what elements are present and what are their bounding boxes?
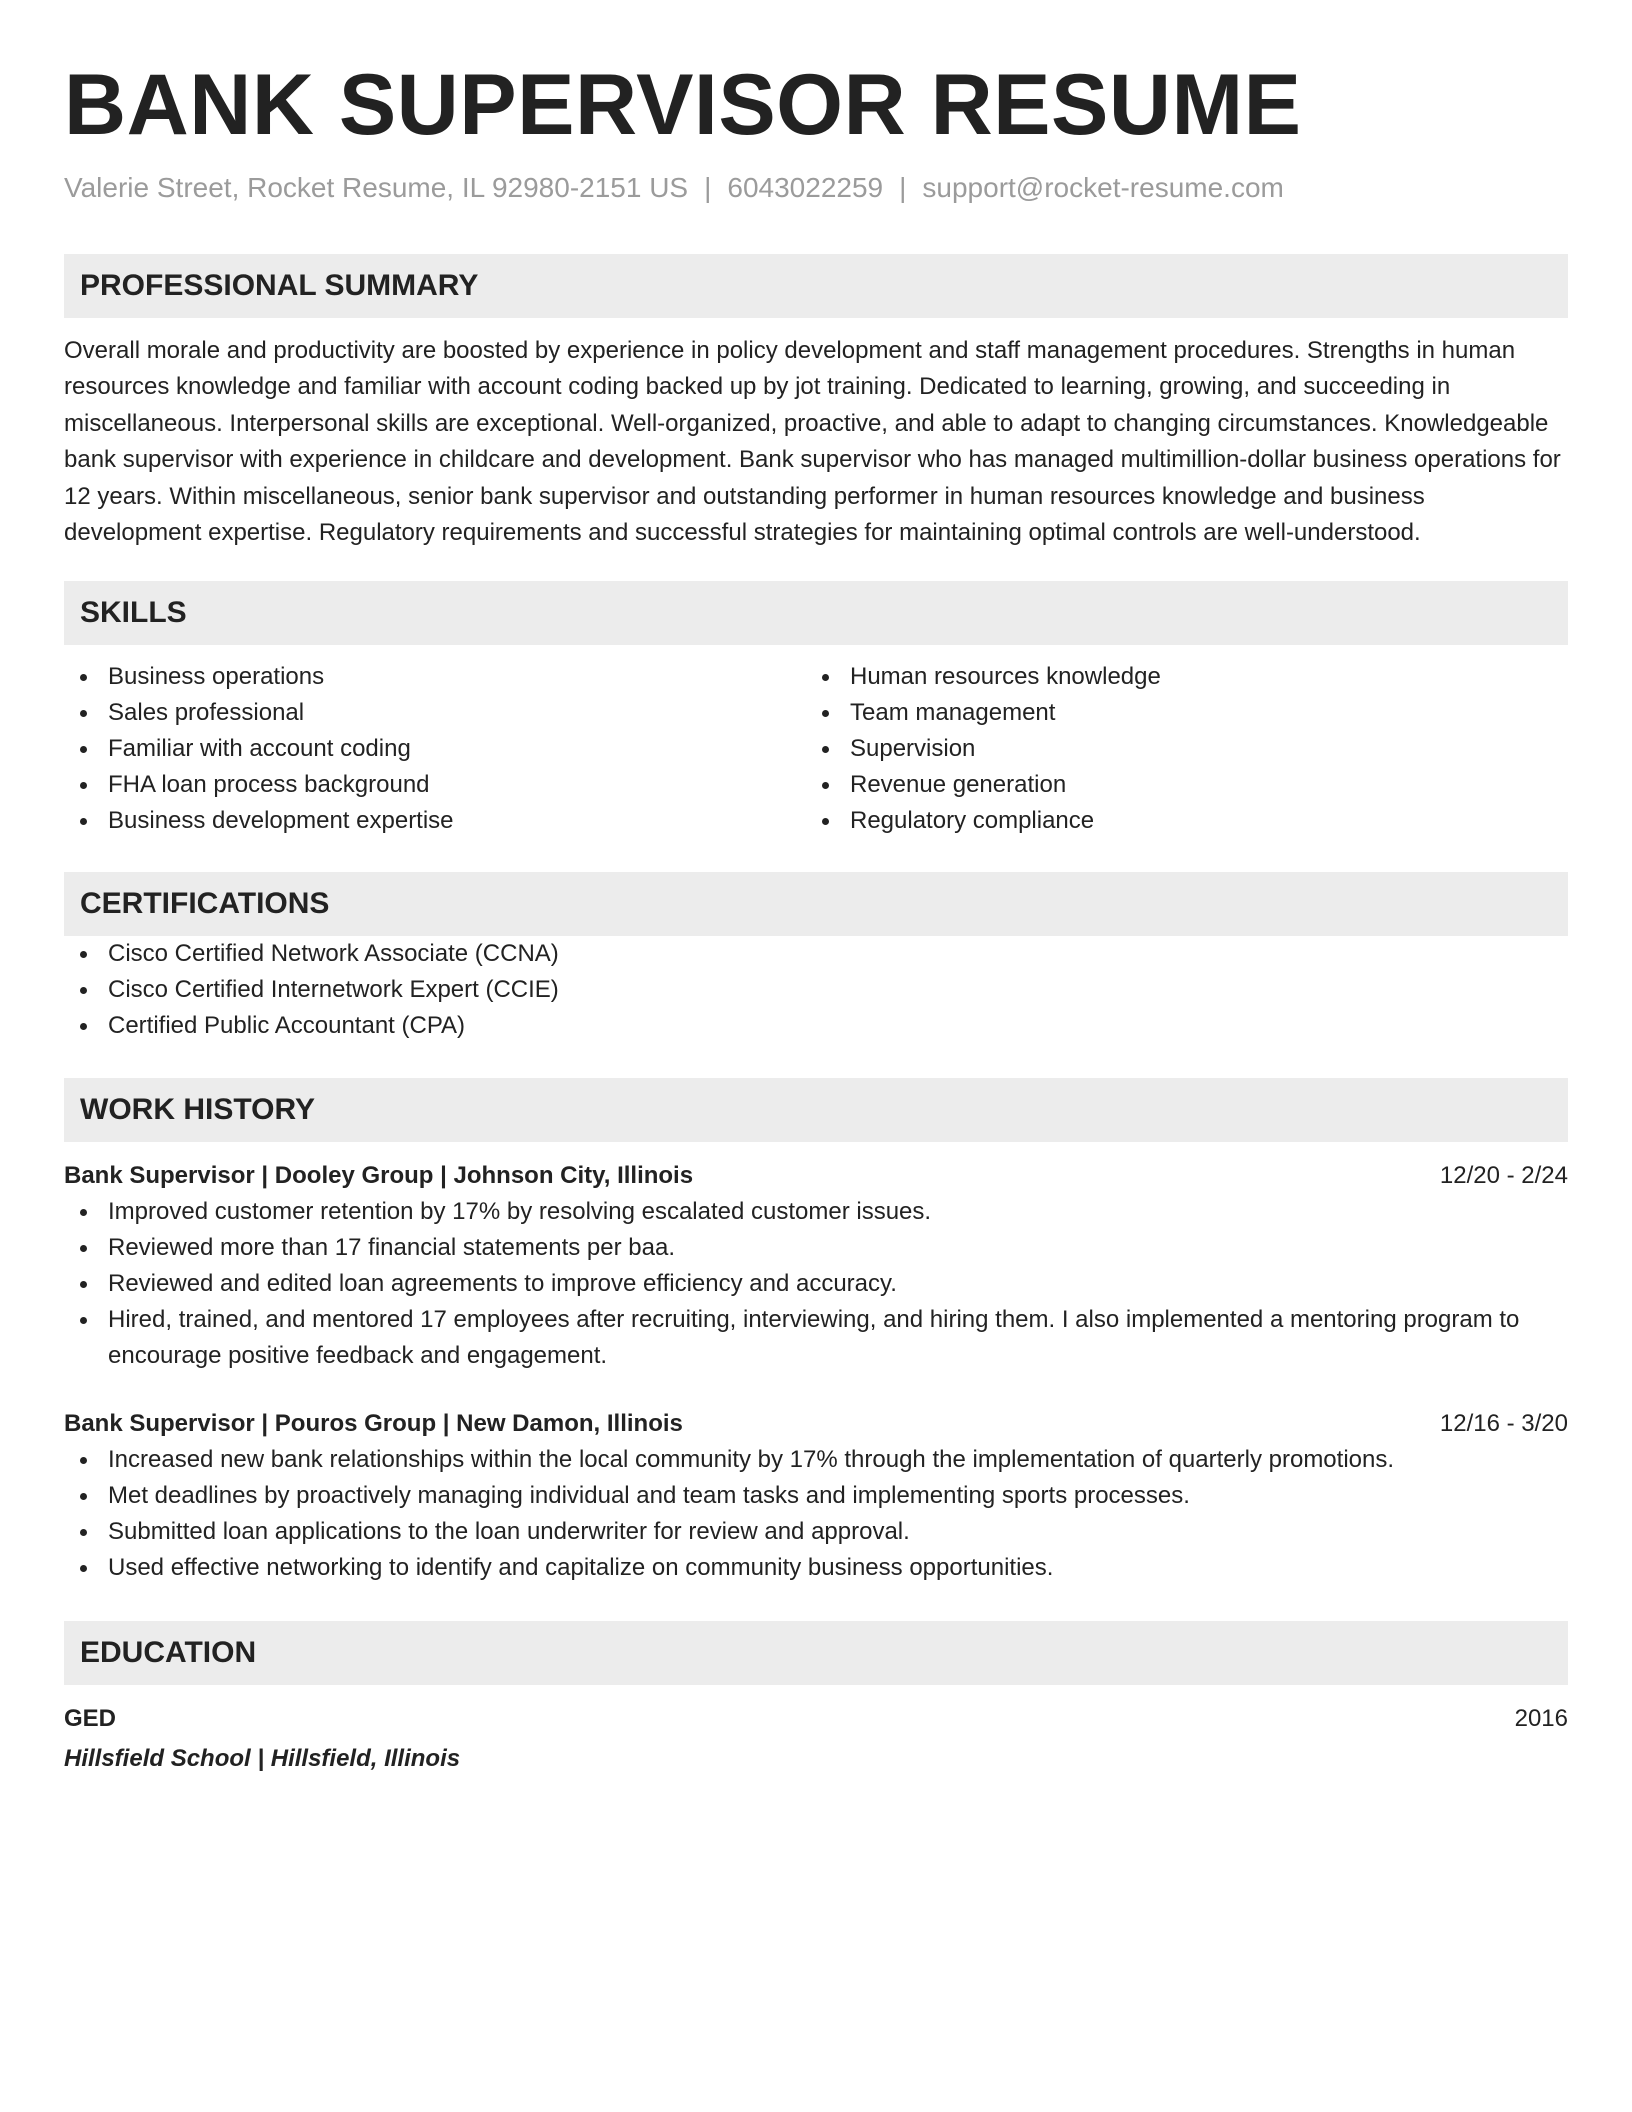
section-header-work-history: WORK HISTORY [64, 1078, 1568, 1142]
job-bullets [64, 1442, 1568, 1586]
skill-item: Revenue generation [806, 767, 1548, 803]
skill-item: Regulatory compliance [806, 803, 1548, 839]
contact-phone: 6043022259 [727, 172, 884, 203]
section-header-certifications: CERTIFICATIONS [64, 872, 1568, 936]
job-dates: 12/20 - 2/24 [1439, 1162, 1568, 1190]
job-bullet: Increased new bank relationships within the local community by 17% through the implementation of quarterly promotions. [64, 1442, 1568, 1478]
skill-item: Team management [806, 695, 1548, 731]
job-bullet: Reviewed more than 17 financial statements per baa. [64, 1230, 1568, 1266]
skill-item: Human resources knowledge [806, 659, 1548, 695]
certification-item: Cisco Certified Internetwork Expert (CCIE) [64, 972, 1568, 1008]
certification-item: Certified Public Accountant (CPA) [64, 1008, 1568, 1044]
job-bullet: Reviewed and edited loan agreements to improve efficiency and accuracy. [64, 1266, 1568, 1302]
job-bullet: Improved customer retention by 17% by resolving escalated customer issues. [64, 1194, 1568, 1230]
certification-item: Cisco Certified Network Associate (CCNA) [64, 936, 1568, 972]
skill-item: Business development expertise [64, 803, 806, 839]
skills-column-left [64, 659, 806, 839]
skill-item: Sales professional [64, 695, 806, 731]
skill-item: FHA loan process background [64, 767, 806, 803]
education-header [64, 1701, 1568, 1737]
contact-separator: | [899, 172, 907, 203]
skill-item: Supervision [806, 731, 1548, 767]
contact-email: support@rocket-resume.com [922, 172, 1284, 203]
skills-list-left [64, 659, 806, 839]
job-bullets [64, 1194, 1568, 1374]
job-heading: Bank Supervisor | Pouros Group | New Damon, Illinois [64, 1410, 683, 1438]
job-bullet: Hired, trained, and mentored 17 employees after recruiting, interviewing, and hiring them. I also implemented a mentoring program to encourage positive feedback and engagement. [64, 1302, 1568, 1374]
certifications-list [64, 936, 1568, 1044]
summary-text: Overall morale and productivity are boosted by experience in policy development and staff management procedures. Strengths in human resources knowledge and familiar with account coding backed up by jot training. Dedicated to learning, growing, and succeeding in miscellaneous. Interpersonal skills are exceptional. Well-organized, proactive, and able to adapt to changing circumstances. Knowledgeable bank supervisor with experience in childcare and development. Bank supervisor who has managed multimillion-dollar business operations for 12 years. Within miscellaneous, senior bank supervisor and outstanding performer in human resources knowledge and business development expertise. Regulatory requirements and successful strategies for maintaining optimal controls are well-understood. [64, 337, 1561, 547]
job-bullet: Met deadlines by proactively managing individual and team tasks and implementing sports processes. [64, 1478, 1568, 1514]
job-bullet: Submitted loan applications to the loan underwriter for review and approval. [64, 1514, 1568, 1550]
skills-column-right [806, 659, 1548, 839]
section-header-skills: SKILLS [64, 581, 1568, 645]
job-entry [64, 1406, 1568, 1586]
contact-line [64, 168, 1568, 208]
skills-grid [64, 659, 1568, 839]
contact-address: Valerie Street, Rocket Resume, IL 92980-2151 US [64, 172, 689, 203]
education-school: Hillsfield School | Hillsfield, Illinois [64, 1745, 461, 1773]
skill-item: Business operations [64, 659, 806, 695]
education-year: 2016 [1514, 1705, 1568, 1733]
section-header-summary: PROFESSIONAL SUMMARY [64, 254, 1568, 318]
job-dates: 12/16 - 3/20 [1439, 1410, 1568, 1438]
job-heading: Bank Supervisor | Dooley Group | Johnson City, Illinois [64, 1162, 694, 1190]
job-header [64, 1158, 1568, 1194]
contact-separator: | [704, 172, 712, 203]
job-header [64, 1406, 1568, 1442]
resume-title: BANK SUPERVISOR RESUME [64, 57, 1302, 153]
education-degree: GED [64, 1705, 117, 1733]
skill-item: Familiar with account coding [64, 731, 806, 767]
job-bullet: Used effective networking to identify and capitalize on community business opportunities. [64, 1550, 1568, 1586]
job-entry [64, 1158, 1568, 1374]
skills-list-right [806, 659, 1548, 839]
section-header-education: EDUCATION [64, 1621, 1568, 1685]
